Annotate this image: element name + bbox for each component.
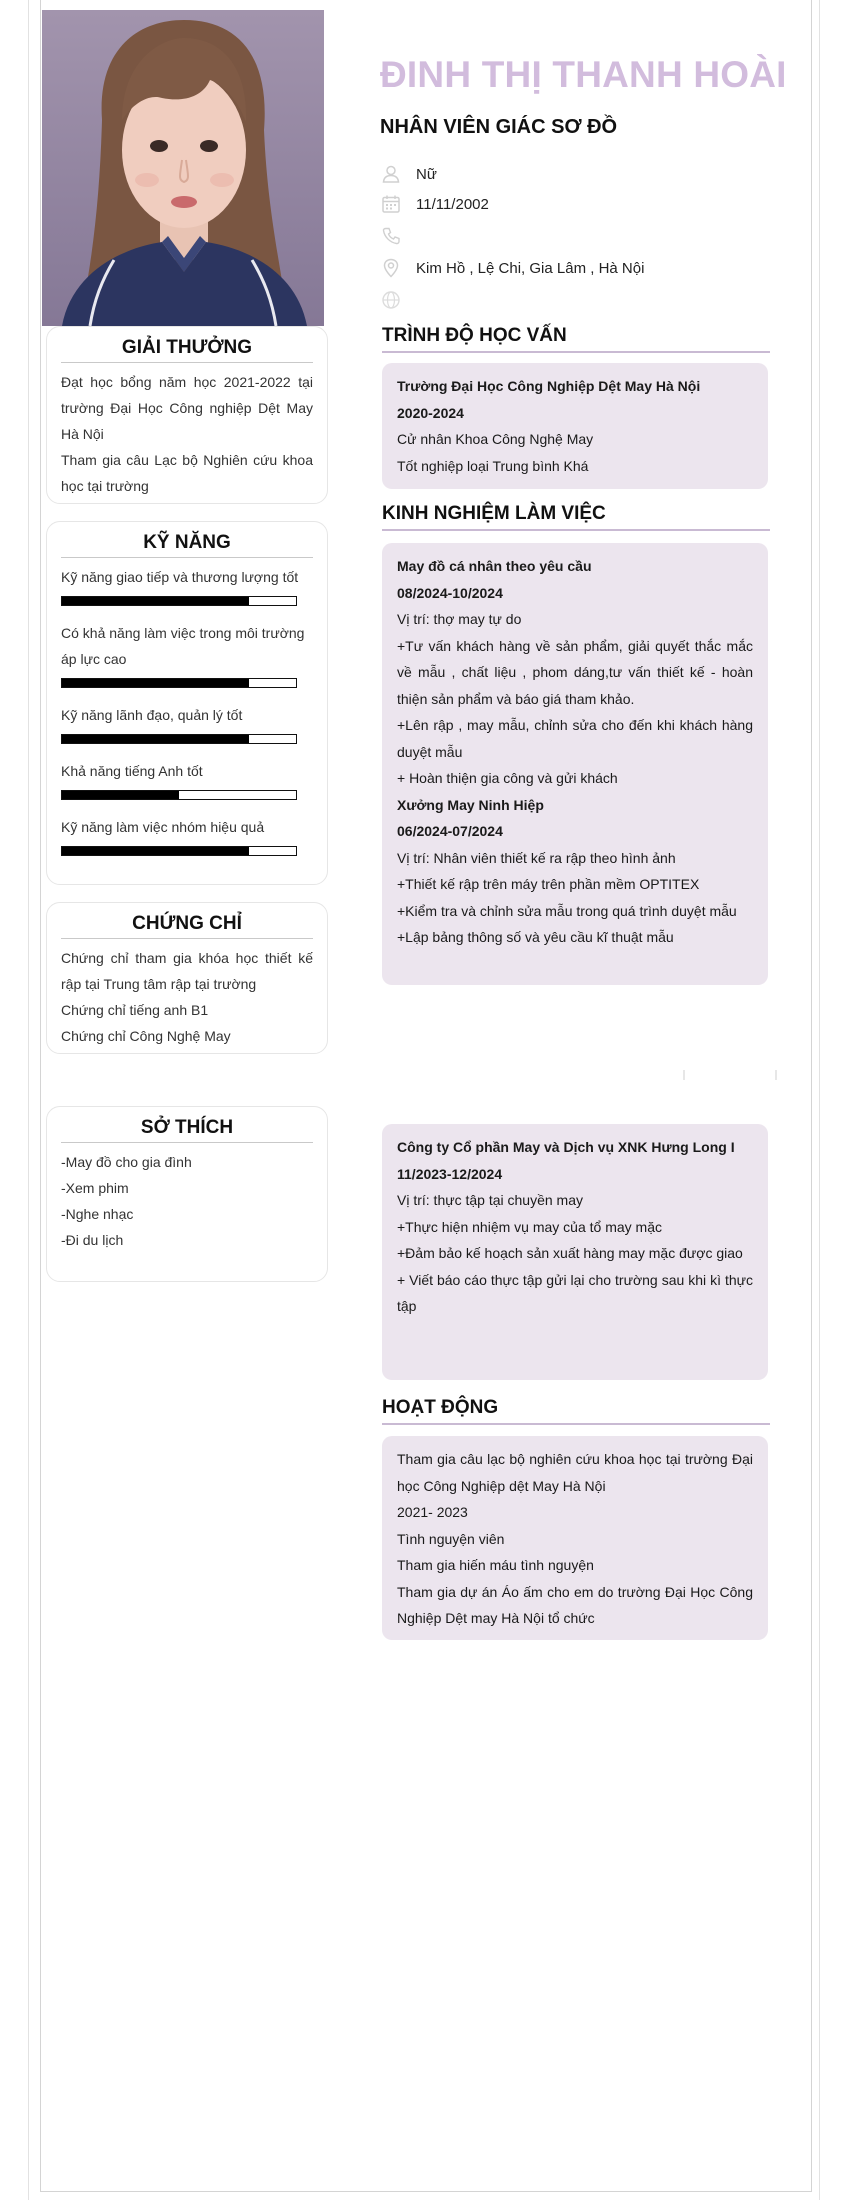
user-icon bbox=[380, 163, 402, 185]
skill-label: Có khả năng làm việc trong môi trường áp lực cao bbox=[61, 625, 305, 667]
education-title: TRÌNH ĐỘ HỌC VẤN bbox=[382, 325, 770, 353]
job-position: Vị trí: Nhân viên thiết kế ra rập theo hình ảnh bbox=[397, 849, 676, 866]
job-title: NHÂN VIÊN GIÁC SƠ ĐỒ bbox=[380, 116, 618, 138]
skill-bar bbox=[61, 790, 297, 800]
degree: Cử nhân Khoa Công Nghệ May bbox=[397, 431, 594, 447]
job-period: 08/2024-10/2024 bbox=[397, 584, 503, 601]
award-line: Đạt học bổng năm học 2021-2022 tại trường Đại Học Công nghiệp Dệt May Hà Nội bbox=[61, 374, 313, 442]
birthdate-row bbox=[380, 190, 489, 218]
job-position: Vị trí: thợ may tự do bbox=[397, 611, 522, 627]
skill-label: Khả năng tiếng Anh tốt bbox=[61, 763, 203, 779]
awards-card bbox=[46, 326, 328, 504]
skill-item bbox=[61, 758, 313, 800]
job-position: Vị trí: thực tập tại chuyền may bbox=[397, 1192, 584, 1208]
address-row bbox=[380, 254, 644, 282]
education-period: 2020-2024 bbox=[397, 404, 464, 421]
hobby-line: -Nghe nhạc bbox=[61, 1206, 134, 1222]
skills-title: KỸ NĂNG bbox=[61, 522, 313, 558]
candidate-name: ĐINH THỊ THANH HOÀI bbox=[380, 54, 787, 95]
activity-line: Tham gia hiến máu tình nguyện bbox=[397, 1557, 594, 1573]
skill-label: Kỹ năng làm việc nhóm hiệu quả bbox=[61, 819, 265, 835]
address-value: Kim Hồ , Lệ Chi, Gia Lâm , Hà Nội bbox=[416, 259, 645, 277]
skill-item bbox=[61, 620, 313, 688]
job-duty: +Lập bảng thông số và yêu cầu kĩ thuật mẫu bbox=[397, 929, 674, 945]
experience-card-2 bbox=[382, 1124, 768, 1380]
activity-line: Tham gia câu lạc bộ nghiên cứu khoa học tại trường Đại học Công Nghiệp dệt May Hà Nội bbox=[397, 1451, 753, 1494]
job-duty: + Hoàn thiện gia công và gửi khách bbox=[397, 770, 618, 786]
activities-title: HOẠT ĐỘNG bbox=[382, 1397, 770, 1425]
certificate-line: Chứng chỉ tiếng anh B1 bbox=[61, 1002, 209, 1018]
grade: Tốt nghiệp loại Trung bình Khá bbox=[397, 457, 589, 474]
gender-row bbox=[380, 160, 437, 188]
award-line: Tham gia câu Lạc bộ Nghiên cứu khoa học tại trường bbox=[61, 452, 313, 494]
company-name: Công ty Cổ phần May và Dịch vụ XNK Hưng Long I bbox=[397, 1139, 735, 1155]
skill-bar-fill bbox=[62, 735, 249, 743]
skills-card bbox=[46, 521, 328, 885]
hobbies-card bbox=[46, 1106, 328, 1282]
certificates-title: CHỨNG CHỈ bbox=[61, 903, 313, 939]
job-period: 06/2024-07/2024 bbox=[397, 823, 503, 839]
job-duty: +Đảm bảo kế hoạch sản xuất hàng may mặc được giao bbox=[397, 1245, 743, 1261]
hobbies-title: SỞ THÍCH bbox=[61, 1107, 313, 1143]
skill-bar bbox=[61, 678, 297, 688]
profile-photo bbox=[42, 10, 324, 326]
birthdate-value: 11/11/2002 bbox=[416, 195, 489, 213]
hobby-line: -Xem phim bbox=[61, 1180, 129, 1196]
skill-bar-fill bbox=[62, 597, 249, 605]
calendar-icon bbox=[380, 193, 402, 215]
skill-bar-fill bbox=[62, 679, 249, 687]
skill-bar bbox=[61, 596, 297, 606]
experience-title: KINH NGHIỆM LÀM VIỆC bbox=[382, 503, 770, 531]
globe-icon bbox=[380, 289, 402, 311]
website-row bbox=[380, 286, 416, 314]
certificate-line: Chứng chỉ tham gia khóa học thiết kế rập tại Trung tâm rập tại trường bbox=[61, 950, 313, 992]
skill-item bbox=[61, 814, 313, 856]
skill-bar bbox=[61, 846, 297, 856]
skill-bar-fill bbox=[62, 847, 249, 855]
portrait-illustration bbox=[42, 10, 324, 326]
skill-label: Kỹ năng lãnh đạo, quản lý tốt bbox=[61, 707, 243, 723]
job-duty: +Lên rập , may mẫu, chỉnh sửa cho đến khi khách hàng duyệt mẫu bbox=[397, 717, 753, 760]
job-duty: +Tư vấn khách hàng về sản phẩm, giải quyết thắc mắc về mẫu , chất liệu , phom dáng,tư vấn thiết kế - hoàn thiện sản phẩm và báo giá tham khảo. bbox=[397, 637, 753, 707]
job-duty: +Thiết kế rập trên máy trên phần mềm OPTITEX bbox=[397, 876, 700, 892]
location-pin-icon bbox=[380, 257, 402, 279]
activities-card bbox=[382, 1436, 768, 1640]
certificate-line: Chứng chỉ Công Nghệ May bbox=[61, 1028, 231, 1044]
activity-line: 2021- 2023 bbox=[397, 1504, 468, 1520]
certificates-card bbox=[46, 902, 328, 1054]
job-period: 11/2023-12/2024 bbox=[397, 1165, 503, 1182]
phone-icon bbox=[380, 225, 402, 247]
activity-line: Tình nguyện viên bbox=[397, 1530, 505, 1547]
activity-line: Tham gia dự án Áo ấm cho em do trường Đại Học Công Nghiệp Dệt may Hà Nội tổ chức bbox=[397, 1583, 753, 1626]
skill-bar bbox=[61, 734, 297, 744]
skill-bar-fill bbox=[62, 791, 179, 799]
job-duty: +Kiểm tra và chỉnh sửa mẫu trong quá trình duyệt mẫu bbox=[397, 902, 737, 919]
hobby-line: -Đi du lịch bbox=[61, 1232, 124, 1248]
experience-card-1 bbox=[382, 543, 768, 985]
awards-title: GIẢI THƯỞNG bbox=[61, 327, 313, 363]
education-card bbox=[382, 363, 768, 489]
company-name: Xưởng May Ninh Hiệp bbox=[397, 796, 544, 813]
job-duty: +Thực hiện nhiệm vụ may của tổ may mặc bbox=[397, 1218, 662, 1235]
phone-row bbox=[380, 222, 416, 250]
company-name: May đồ cá nhân theo yêu cầu bbox=[397, 558, 592, 574]
school-name: Trường Đại Học Công Nghiệp Dệt May Hà Nội bbox=[397, 378, 701, 394]
page-break-marks bbox=[680, 1068, 780, 1082]
skill-item bbox=[61, 564, 313, 606]
skill-item bbox=[61, 702, 313, 744]
gender-value: Nữ bbox=[416, 165, 437, 183]
hobby-line: -May đồ cho gia đình bbox=[61, 1154, 192, 1170]
skill-label: Kỹ năng giao tiếp và thương lượng tốt bbox=[61, 569, 299, 585]
job-duty: + Viết báo cáo thực tập gửi lại cho trường sau khi kì thực tập bbox=[397, 1271, 753, 1314]
